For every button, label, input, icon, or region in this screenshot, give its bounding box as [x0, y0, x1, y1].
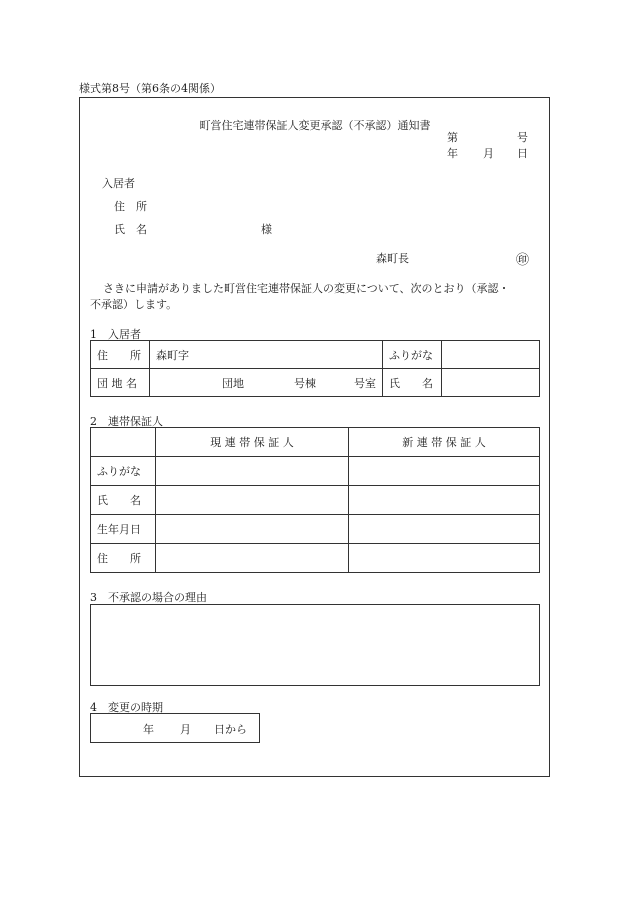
row-label-birthdate: 生年月日: [91, 515, 156, 544]
new-birthdate-cell[interactable]: [349, 515, 540, 544]
current-guarantor-header: 現 連 帯 保 証 人: [156, 428, 349, 457]
building-cell[interactable]: 号棟: [250, 369, 322, 397]
new-guarantor-header: 新 連 帯 保 証 人: [349, 428, 540, 457]
section4-heading: 4 変更の時期: [90, 701, 163, 714]
corner-cell: [91, 428, 156, 457]
seal-mark: ㊞: [516, 253, 530, 268]
current-birthdate-cell[interactable]: [156, 515, 349, 544]
current-address-cell[interactable]: [156, 544, 349, 573]
current-name-cell[interactable]: [156, 486, 349, 515]
section3-heading: 3 不承認の場合の理由: [90, 591, 207, 604]
name-label-cell: 氏 名: [383, 369, 442, 397]
new-address-cell[interactable]: [349, 544, 540, 573]
section2-heading: 2 連帯保証人: [90, 415, 163, 428]
date-year: 年: [447, 147, 458, 160]
resident-heading: 入居者: [102, 177, 135, 190]
resident-table: [90, 340, 540, 397]
new-name-cell[interactable]: [349, 486, 540, 515]
doc-number-prefix: 第: [447, 131, 458, 144]
furigana-label-cell: ふりがな: [383, 341, 442, 369]
form-number: 様式第8号（第6条の4関係）: [79, 82, 221, 95]
furigana-value-cell[interactable]: [442, 341, 540, 369]
danchi-cell[interactable]: 団地: [150, 369, 251, 397]
row-label-furigana: ふりがな: [91, 457, 156, 486]
change-date-month: 月: [180, 723, 191, 736]
change-date-year: 年: [143, 723, 154, 736]
date-day: 日: [517, 147, 528, 160]
address-label-cell: 住 所: [91, 341, 150, 369]
date-month: 月: [483, 147, 494, 160]
name-value-cell[interactable]: [442, 369, 540, 397]
row-label-name: 氏 名: [91, 486, 156, 515]
current-furigana-cell[interactable]: [156, 457, 349, 486]
honorific: 様: [261, 223, 272, 236]
document-title: 町営住宅連帯保証人変更承認（不承認）通知書: [199, 119, 431, 132]
row-label-address: 住 所: [91, 544, 156, 573]
danchi-label-cell: 団 地 名: [91, 369, 150, 397]
body-text-line2: 不承認）します。: [90, 298, 178, 311]
doc-number-suffix: 号: [517, 131, 528, 144]
resident-name-label: 氏 名: [114, 223, 147, 236]
change-date-day-from: 日から: [214, 723, 247, 736]
address-value-cell[interactable]: 森町字: [150, 341, 383, 369]
body-text-line1: さきに申請がありました町営住宅連帯保証人の変更について、次のとおり（承認・: [103, 282, 510, 295]
resident-address-label: 住 所: [114, 200, 147, 213]
room-cell[interactable]: 号室: [322, 369, 383, 397]
issuer: 森町長: [376, 252, 409, 265]
section1-heading: 1 入居者: [90, 328, 141, 341]
guarantor-table: [90, 427, 540, 573]
rejection-reason-box[interactable]: [90, 604, 540, 686]
new-furigana-cell[interactable]: [349, 457, 540, 486]
